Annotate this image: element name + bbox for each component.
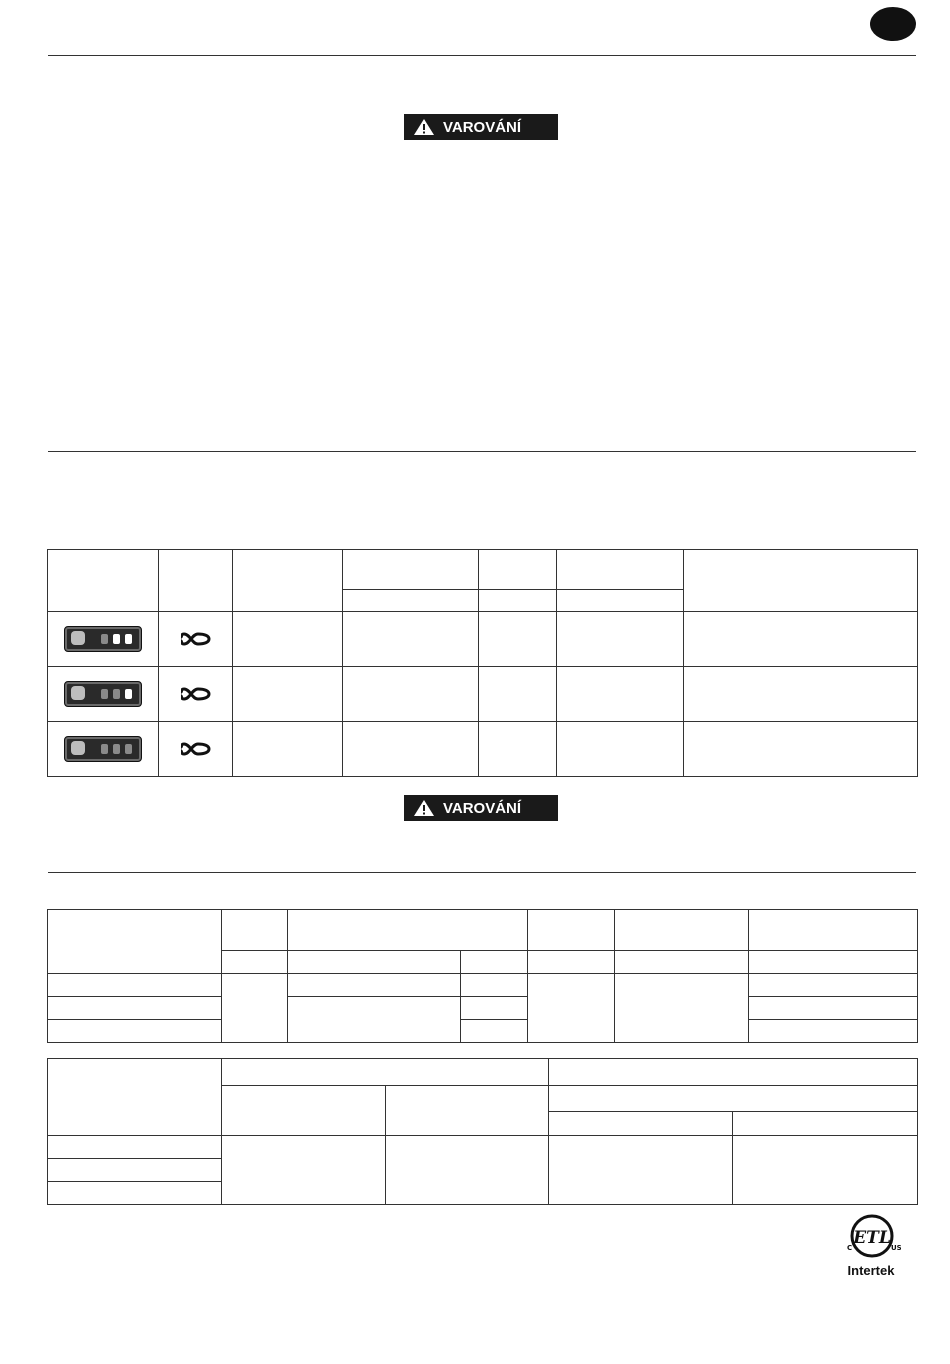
header-cell xyxy=(343,550,479,590)
mode-cell xyxy=(159,612,233,667)
remote-cell xyxy=(48,722,159,777)
warning-triangle-icon xyxy=(413,799,435,817)
electrical-table xyxy=(47,1058,918,1205)
header-cell xyxy=(48,550,159,612)
etl-us-mark: US xyxy=(891,1244,901,1252)
warning-banner-2 xyxy=(404,795,558,821)
subheader-cell xyxy=(479,590,557,612)
section-divider-2 xyxy=(48,872,916,873)
etl-listed-icon xyxy=(843,1212,901,1264)
table-row xyxy=(48,667,918,722)
table-row xyxy=(48,722,918,777)
table-row xyxy=(48,612,918,667)
language-badge xyxy=(870,7,916,41)
table-row xyxy=(48,1136,918,1159)
warning-label: VAROVÁNÍ xyxy=(443,118,522,136)
warning-triangle-icon xyxy=(413,118,435,136)
header-cell xyxy=(233,550,343,612)
subheader-cell xyxy=(343,590,479,612)
header-cell xyxy=(684,550,918,612)
table-row xyxy=(48,974,918,997)
header-divider xyxy=(48,55,916,56)
header-cell xyxy=(479,550,557,590)
fan-cross-icon xyxy=(181,739,211,759)
warning-banner-1 xyxy=(404,114,558,140)
remote-control-icon xyxy=(64,681,142,707)
remote-control-icon xyxy=(64,736,142,762)
fan-cross-icon xyxy=(181,629,211,649)
specification-table xyxy=(47,909,918,1043)
remote-cell xyxy=(48,667,159,722)
mode-cell xyxy=(159,667,233,722)
etl-certification-logo xyxy=(843,1212,901,1282)
intertek-label: Intertek xyxy=(847,1263,895,1278)
table-row xyxy=(48,997,918,1020)
subheader-cell xyxy=(557,590,684,612)
warning-label: VAROVÁNÍ xyxy=(443,799,522,817)
fan-cross-icon xyxy=(181,684,211,704)
remote-speed-table xyxy=(47,549,918,777)
remote-cell xyxy=(48,612,159,667)
mode-cell xyxy=(159,722,233,777)
header-cell xyxy=(557,550,684,590)
section-divider-1 xyxy=(48,451,916,452)
etl-c-mark: C xyxy=(847,1244,853,1252)
remote-control-icon xyxy=(64,626,142,652)
etl-logo-text: ETL xyxy=(853,1228,891,1248)
header-cell xyxy=(159,550,233,612)
table-row xyxy=(48,1020,918,1043)
